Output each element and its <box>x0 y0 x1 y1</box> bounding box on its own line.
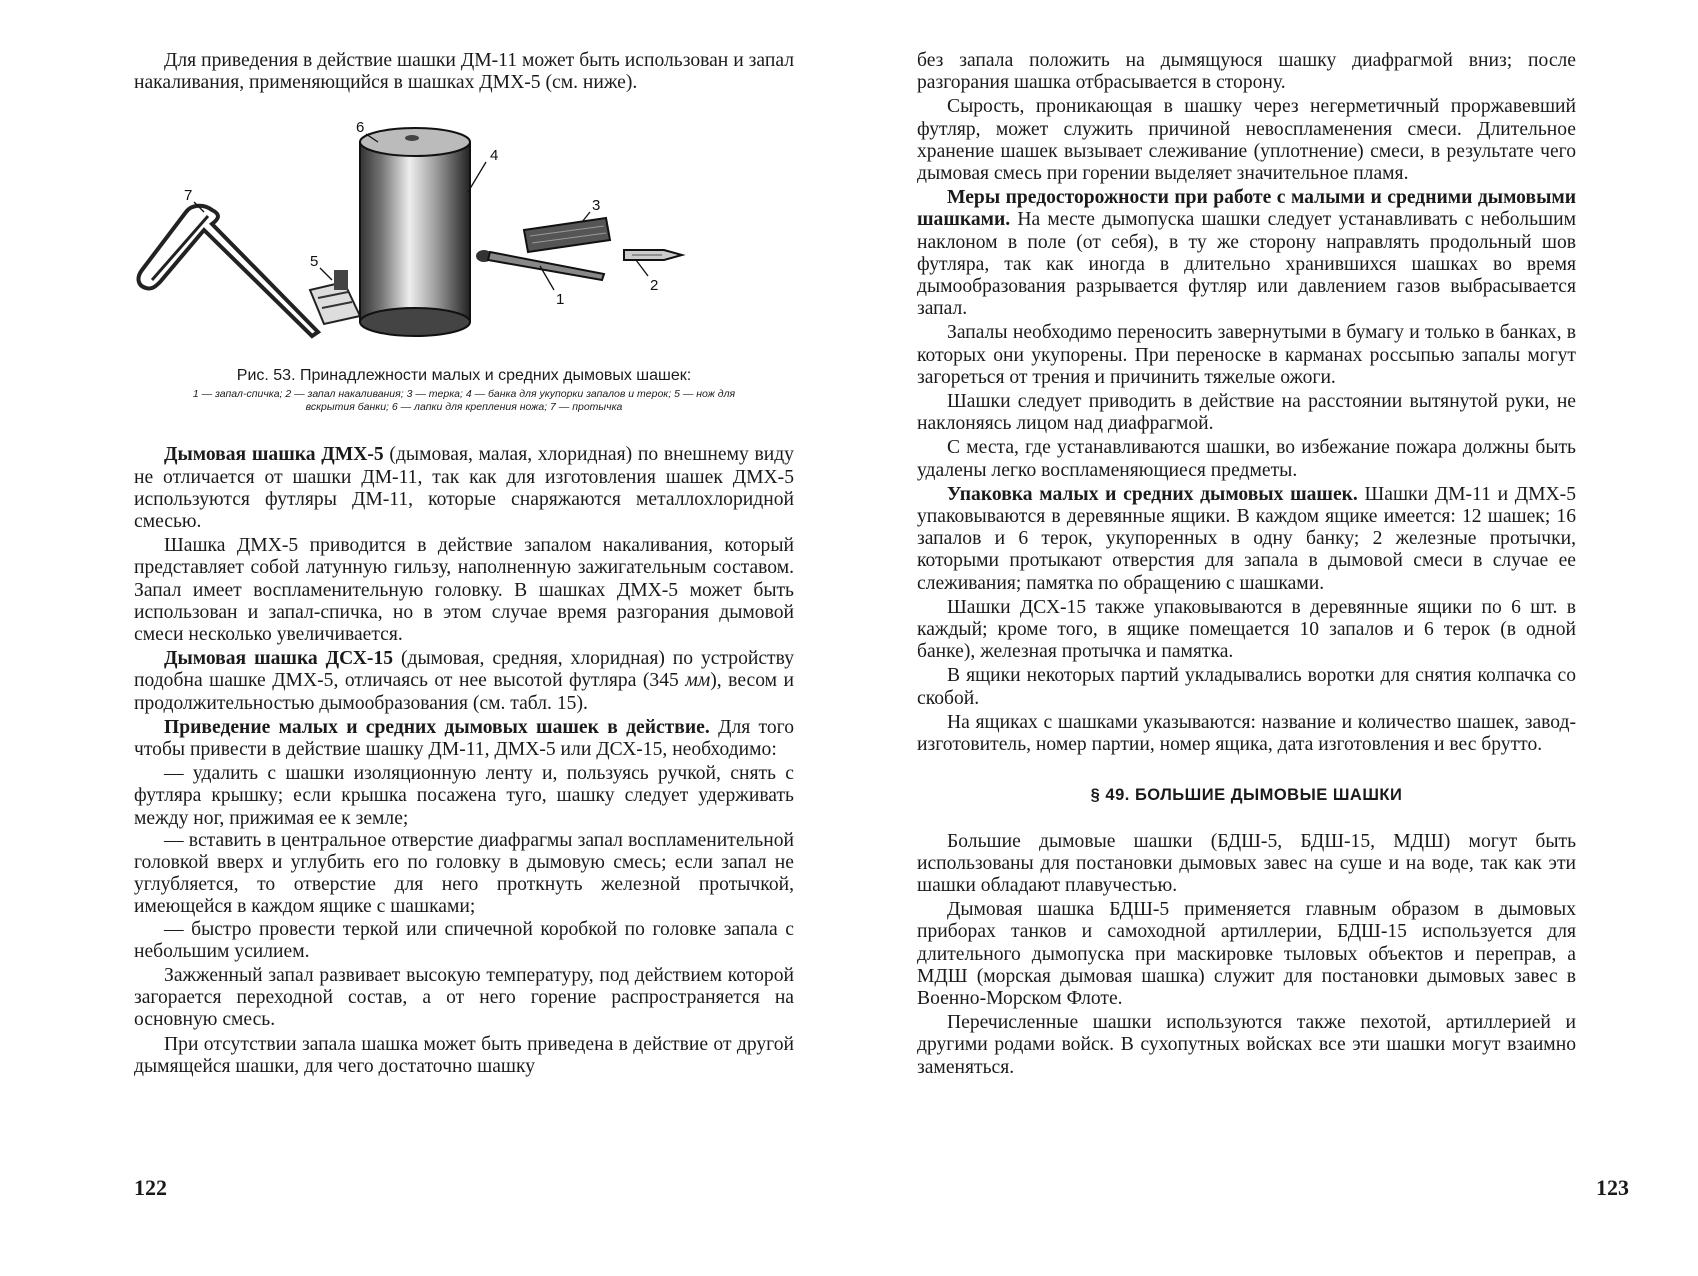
paragraph-large-pots: Большие дымовые шашки (БДШ-5, БДШ-15, МДШ) могут быть использованы для постановки дымовых завес на суше и на воде, так как эти шашки обладают плавучестью. <box>917 830 1576 896</box>
paragraph-wrenches: В ящики некоторых партий укладывались воротки для снятия колпачка со скобой. <box>917 665 1576 709</box>
smoke-pot-accessories-illustration <box>134 112 794 364</box>
paragraph-no-fuse: При отсутствии запала шашка может быть приведена в действие от другой дымящейся шашки, для чего достаточно шашку <box>134 1033 794 1077</box>
page-123 <box>849 0 1698 1276</box>
paragraph-dsx15: Дымовая шашка ДСХ-15 (дымовая, средняя, хлоридная) по устройству подобна шашке ДМХ-5, отличаясь от нее высотой футляра (345 мм), весом и продолжительностью дымообразования (см. табл. 15). <box>134 648 794 714</box>
grater-drawing <box>524 218 610 252</box>
match-fuse-drawing <box>476 250 604 280</box>
callout-2: 2 <box>650 277 659 295</box>
paragraph-arm-distance: Шашки следует приводить в действие на расстоянии вытянутой руки, не наклоняясь лицом над диафрагмой. <box>917 391 1576 435</box>
incandescent-fuse-drawing <box>624 250 682 260</box>
paragraph-activation: Приведение малых и средних дымовых шашек в действие. Для того чтобы привести в действие шашку ДМ-11, ДМХ-5 или ДСХ-15, необходимо: <box>134 716 794 761</box>
can-drawing <box>360 128 470 336</box>
paragraph-packaging: Упаковка малых и средних дымовых шашек. Шашки ДМ-11 и ДМХ-5 упаковываются в деревянные ящики. В каждом ящике имеется: 12 шашек; 16 запалов и 6 терок, укупоренных в одну банку; 2 железные протычки, которыми протыкают отверстия для запала в дымовой смеси в случае ее слеживания; памятка по обращению с шашками. <box>917 483 1576 594</box>
paragraph-precautions: Меры предосторожности при работе с малыми и средними дымовыми шашками. На месте дымопуска шашки следует устанавливать с небольшим наклоном в поле (от себя), в ту же сторону направлять продольный шов футляра, так как иногда в длительно хранившихся шашках во время дымообразования разрывается футляр или давлением газов выбрасывается запал. <box>917 187 1576 320</box>
left-text-column <box>134 50 794 1078</box>
step-strike-fuse: — быстро провести теркой или спичечной коробкой по головке запала с небольшим усилием. <box>134 918 794 962</box>
figure-53 <box>134 112 794 414</box>
callout-5: 5 <box>310 253 319 271</box>
paragraph-interchangeable: Перечисленные шашки используются также пехотой, артиллерией и другими родами войск. В сухопутных войсках все эти шашки могут взаимно заменяться. <box>917 1012 1576 1078</box>
paragraph-box-marking: На ящиках с шашками указываются: название и количество шашек, завод-изготовитель, номер партии, номер ящика, дата изготовления и вес брутто. <box>917 711 1576 756</box>
page-number-right: 123 <box>1596 1175 1629 1200</box>
paragraph-packaging-heading: Упаковка малых и средних дымовых шашек. <box>947 483 1358 505</box>
paragraph-dmx5-heading: Дымовая шашка ДМХ-5 <box>164 444 384 466</box>
step-remove-tape: — удалить с шашки изоляционную ленту и, пользуясь ручкой, снять с футляра крышку; если крышка посажена туго, шашку следует удерживать между ног, прижимая ее к земле; <box>134 763 794 829</box>
intro-paragraph: Для приведения в действие шашки ДМ-11 может быть использован и запал накаливания, применяющийся в шашках ДМХ-5 (см. ниже). <box>134 50 794 94</box>
callout-3: 3 <box>592 197 601 215</box>
pricker-drawing <box>139 206 318 336</box>
page-number-left: 122 <box>134 1175 167 1200</box>
paragraph-dsx15-heading: Дымовая шашка ДСХ-15 <box>164 648 394 670</box>
paragraph-precautions-heading: Меры предосторожности при работе с малыми и средними дымовыми шашками. <box>917 187 1576 231</box>
paragraph-dmx5-fuse: Шашка ДМХ-5 приводится в действие запалом накаливания, который представляет собой латунную гильзу, наполненную зажигательным составом. Запал имеет воспламенительную головку. В шашках ДМХ-5 может быть использован и запал-спичка, но в этом случае время разгорания дымовой смеси несколько увеличивается. <box>134 535 794 646</box>
callout-1: 1 <box>556 291 565 309</box>
callout-6: 6 <box>356 119 365 137</box>
step-insert-fuse: — вставить в центральное отверстие диафрагмы запал воспламенительной головкой вверх и углубить его по головку в дымовую смесь; если запал не углубляется, то отверстие для него проткнуть железной протычкой, имеющейся в каждом ящике с шашками; <box>134 829 794 918</box>
paragraph-activation-heading: Приведение малых и средних дымовых шашек в действие. <box>164 716 710 738</box>
figure-caption-title: Рис. 53. Принадлежности малых и средних дымовых шашек: <box>236 367 692 385</box>
callout-7: 7 <box>184 187 193 205</box>
paragraph-humidity: Сырость, проникающая в шашку через негерметичный проржавевший футляр, может служить причиной невоспламенения смеси. Длительное хранение шашек вызывает слеживание (уплотнение) смеси, в результате чего дымовая смесь при горении выделяет значительное пламя. <box>917 96 1576 185</box>
paragraph-dsx15-packaging: Шашки ДСХ-15 также упаковываются в деревянные ящики по 6 шт. в каждый; кроме того, в ящике помещается 10 запалов и 6 терок (в одной банке), железная протычка и памятка. <box>917 596 1576 663</box>
paragraph-ignition: Зажженный запал развивает высокую температуру, под действием которой загорается переходной состав, а от него горение распространяется на основную смесь. <box>134 965 794 1031</box>
section-heading-49: § 49. БОЛЬШИЕ ДЫМОВЫЕ ШАШКИ <box>1090 786 1403 805</box>
paragraph-fire-safety: С места, где устанавливаются шашки, во избежание пожара должны быть удалены легко воспламеняющиеся предметы. <box>917 437 1576 481</box>
knife-drawing <box>310 270 360 324</box>
figure-caption-legend: 1 — запал-спичка; 2 — запал накаливания; 3 — терка; 4 — банка для укупорки запалов и терок; 5 — нож для вскрытия банки; 6 — лапки для крепления ножа; 7 — протычка <box>192 388 736 414</box>
callout-4: 4 <box>490 147 499 165</box>
paragraph-dmx5: Дымовая шашка ДМХ-5 (дымовая, малая, хлоридная) по внешнему виду не отличается от шашки ДМ-11, так как для изготовления шашек ДМХ-5 используются футляры ДМ-11, которые снаряжаются металлохлоридной смесью. <box>134 444 794 533</box>
paragraph-continuation: без запала положить на дымящуюся шашку диафрагмой вниз; после разгорания шашка отбрасывается в сторону. <box>917 50 1576 94</box>
paragraph-bdsh5: Дымовая шашка БДШ-5 применяется главным образом в дымовых приборах танков и самоходной артиллерии, БДШ-15 используется для длительного дымопуска при маскировке тыловых объектов и переправ, а МДШ (морская дымовая шашка) служит для постановки дымовых завес в Военно-Морском Флоте. <box>917 899 1576 1009</box>
right-text-column <box>917 50 1576 1081</box>
paragraph-fuse-carrying: Запалы необходимо переносить завернутыми в бумагу и только в банках, в которых они укупорены. При переноске в карманах россыпью запалы могут загореться от трения и причинить тяжелые ожоги. <box>917 322 1576 388</box>
